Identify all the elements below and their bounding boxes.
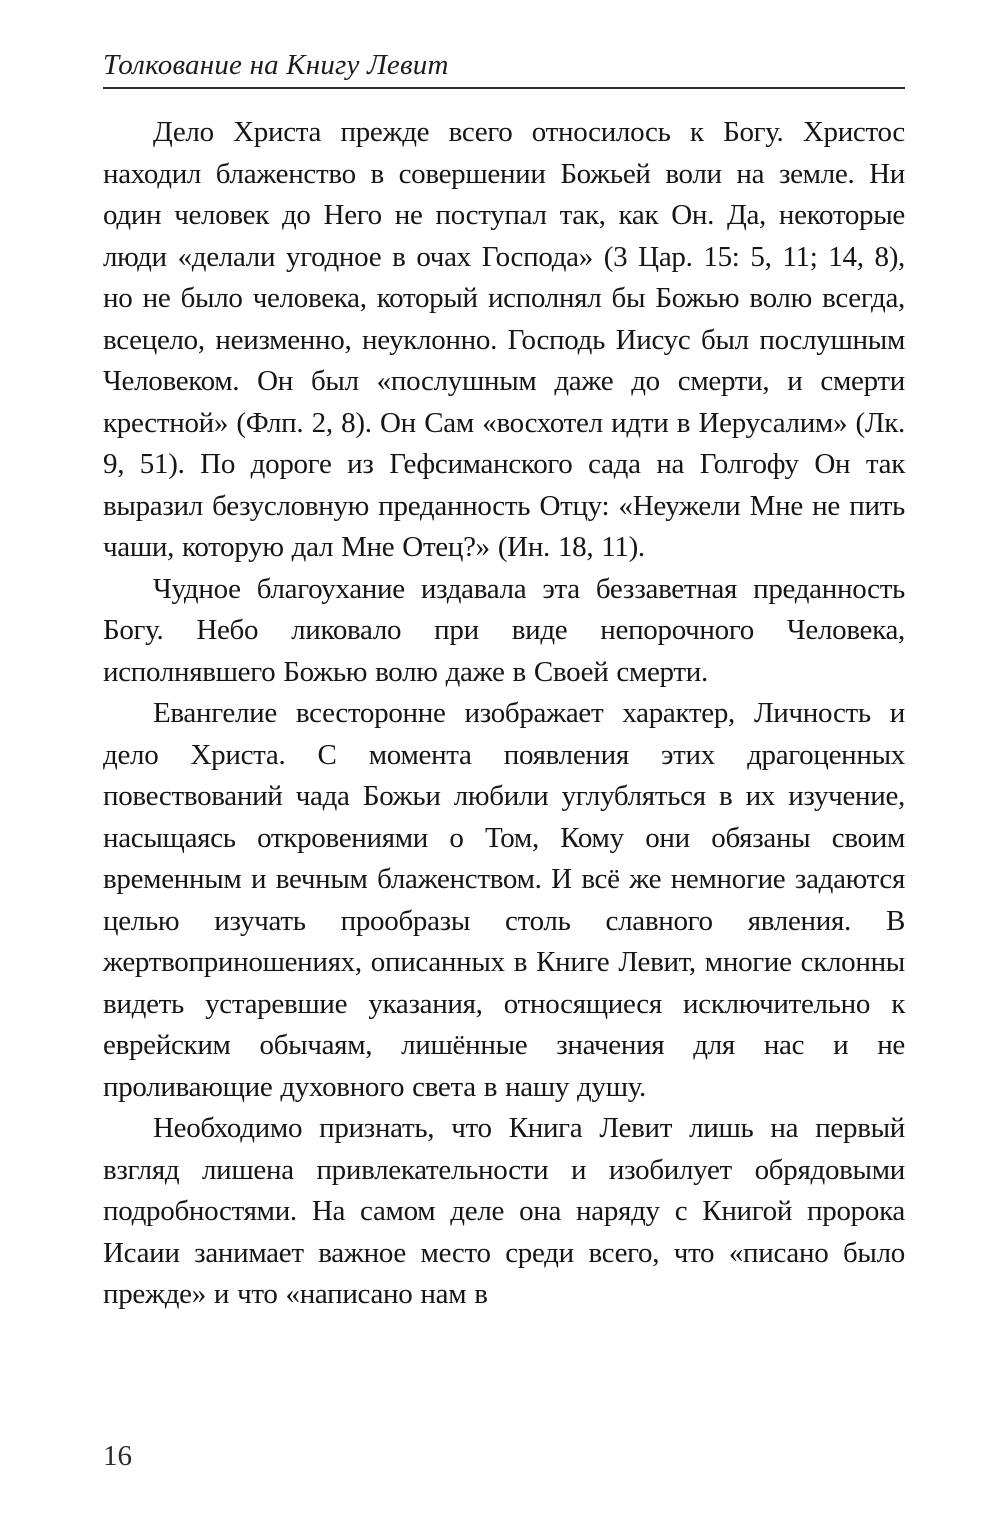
running-header <box>103 48 905 97</box>
text-column <box>103 112 905 1316</box>
running-header-title: Толкование на Книгу Левит <box>103 49 449 81</box>
page-number: 16 <box>103 1440 132 1472</box>
paragraph-4: Необходимо признать, что Книга Левит лишь на первый взгляд лишена привлекательности и изобилует обрядовыми подробностями. На самом деле она наряду с Книгой пророка Исаии занимает важное место среди всего, что «писано было прежде» и что «написано нам в <box>103 1112 905 1310</box>
page-footer <box>103 1440 132 1472</box>
paragraph-3: Евангелие всесторонне изображает характер, Личность и дело Христа. С момента появления этих драгоценных повествований чада Божьи любили углубляться в их изучение, насыщаясь откровениями о Том, Кому они обязаны своим временным и вечным блаженством. И всё же немногие задаются целью изучать прообразы столь славного явления. В жертвоприношениях, описанных в Книге Левит, многие склонны видеть устаревшие указания, относящиеся исключительно к еврейским обычаям, лишённые значения для нас и не проливающие духовного света в нашу душу. <box>103 697 905 1103</box>
paragraph-2: Чудное благоухание издавала эта беззаветная преданность Богу. Небо ликовало при виде непорочного Человека, исполнявшего Божью волю даже в Своей смерти. <box>103 572 905 688</box>
paragraph-1: Дело Христа прежде всего относилось к Богу. Христос находил блаженство в совершении Божьей воли на земле. Ни один человек до Него не поступал так, как Он. Да, некоторые люди «делали угодное в очах Господа» (3 Цар. 15: 5, 11; 14, 8), но не было человека, который исполнял бы Божью волю всегда, всецело, неизменно, неуклонно. Господь Иисус был послушным Человеком. Он был «послушным даже до смерти, и смерти крестной» (Флп. 2, 8). Он Сам «восхотел идти в Иерусалим» (Лк. 9, 51). По дороге из Гефсиманского сада на Голгофу Он так выразил безусловную преданность Отцу: «Неужели Мне не пить чаши, которую дал Мне Отец?» (Ин. 18, 11). <box>103 116 905 563</box>
header-rule <box>103 87 905 89</box>
